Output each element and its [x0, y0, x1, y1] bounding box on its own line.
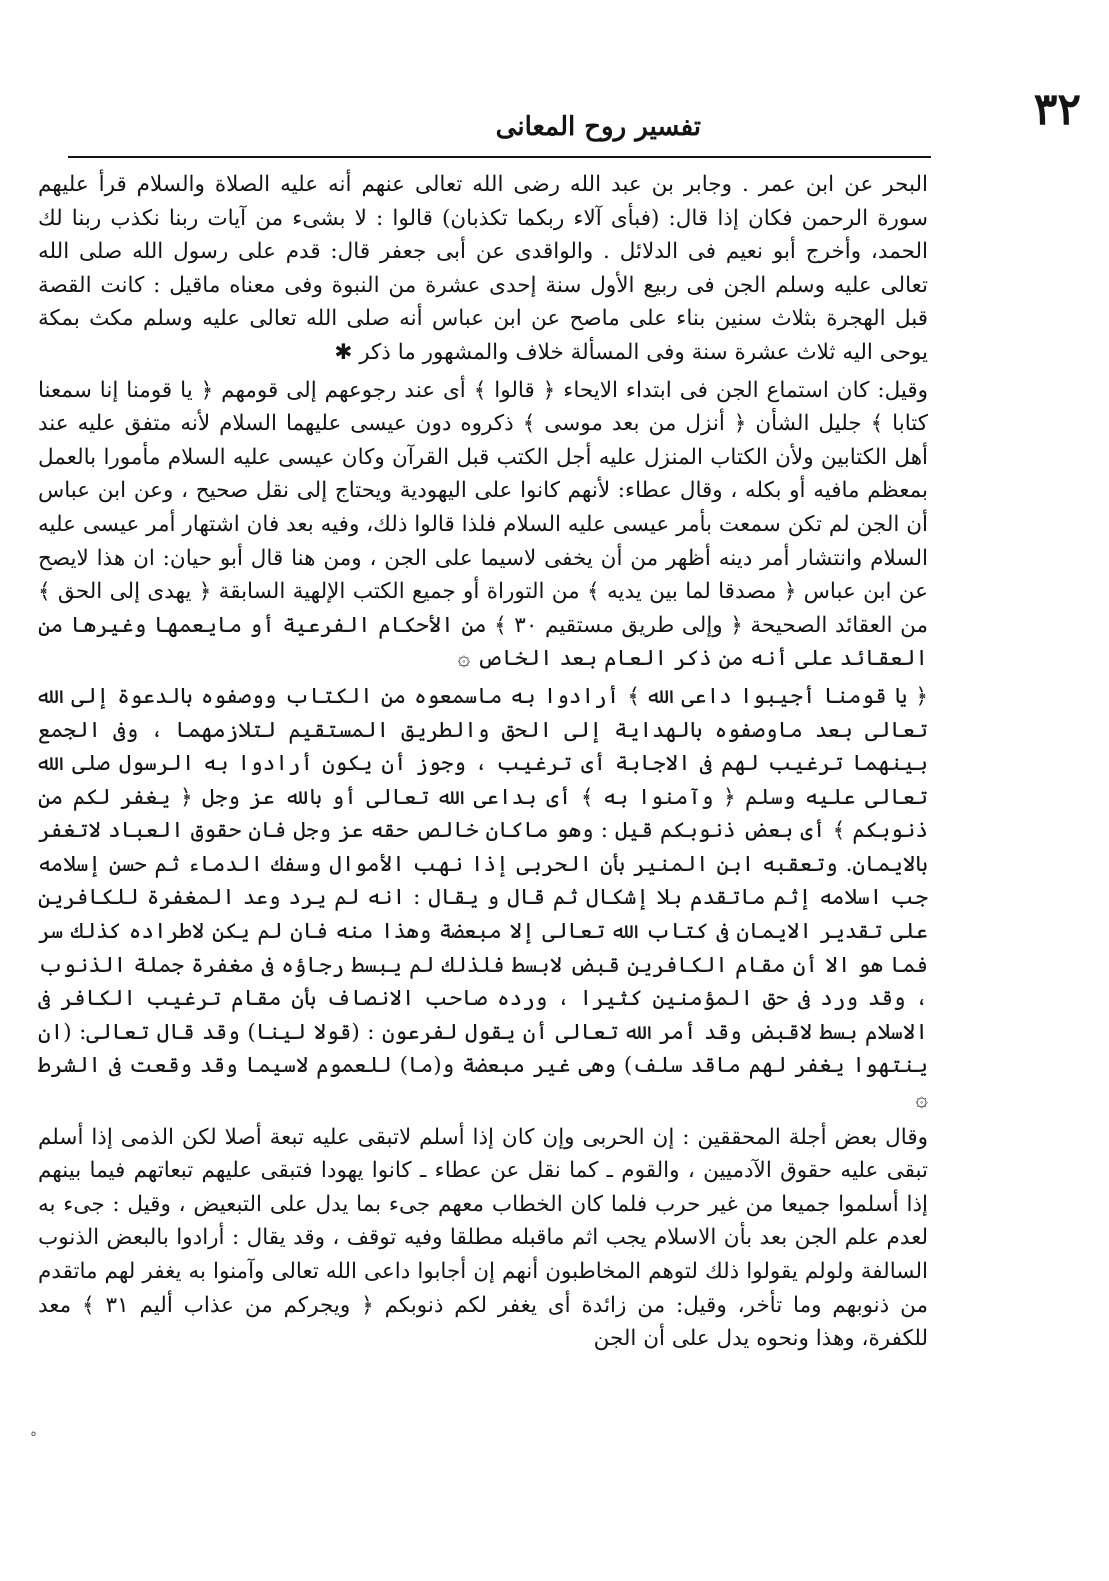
- header-rule: [68, 156, 931, 158]
- paragraph-1: البحر عن ابن عمر . وجابر بن عبد الله رضى الله تعالى عنهم أنه عليه الصلاة والسلام قرأ عليهم سورة الرحمن فكان إذا قال: (فبأى آلاء ربكما تكذبان) قالوا : لا بشىء من آيات ربنا نكذب ربنا لك الحمد، وأخرج أبو نعيم فى الدلائل . والواقدى عن أبى جعفر قال: قدم على رسول الله صلى الله تعالى عليه وسلم الجن فى ربيع الأول سنة إحدى عشرة من النبوة وفى معناه ماقيل : كانت القصة قبل الهجرة بثلاث سنين بناء على ماصح عن ابن عباس أنه صلى الله تعالى عليه وسلم مكث بمكة يوحى اليه ثلاث عشرة سنة وفى المسألة خلاف والمشهور ما ذكر ✱: [38, 172, 928, 365]
- commentary-text: [38, 168, 928, 1360]
- page-header: [28, 74, 1081, 154]
- paragraph-4: وقال بعض أجلة المحققين : إن الحربى وإن كان إذا أسلم لاتبقى عليه تبعة أصلا لكن الذمى إذا أسلم تبقى عليه حقوق الآدميين ، والقوم ـ كما نقل عن عطاء ـ كانوا يهودا فتبقى عليهم تبعاتهم فيما بينهم إذا أسلموا جميعا من غير حرب فلما كان الخطاب معهم جىء بما يدل على التبعيض ، وقيل : جىء به لعدم علم الجن بعد بأن الاسلام يجب اثم ماقبله مطلقا وفيه توقف ، وقد يقال : أرادوا بالبعض الذنوب السالفة ولولم يقولوا ذلك لتوهم المخاطبون أنهم إن أجابوا داعى الله تعالى وآمنوا به يغفر لهم ماتقدم من ذنوبهم وما تأخر، وقيل: من زائدة أى يغفر لكم ذنوبكم ﴿ ويجركم من عذاب أليم ٣١ ﴾ معد للكفرة، وهذا ونحوه يدل على أن الجن: [38, 1124, 928, 1352]
- paragraph-3: ﴿ يا قومنا أجيبوا داعى الله ﴾ أرادوا به ماسمعوه من الكتاب ووصفوه بالدعوة إلى الله تعالى بعد ماوصفوه بالهداية إلى الحق والطريق المستقيم لتلازمهما ، وفى الجمع بينهما ترغيب لهم فى الاجابة أى ترغيب ، وجوز أن يكون أرادوا به الرسول صلى الله تعالى عليه وسلم ﴿ وآمنوا به ﴾ أى بداعى الله تعالى أو بالله عز وجل ﴿ يغفر لكم من ذنوبكم ﴾ أى بعض ذنوبكم قيل : وهو ماكان خالص حقه عز وجل فان حقوق العباد لاتغفر بالايمان. وتعقبه ابن المنير بأن الحربى إذا نهب الأموال وسفك الدماء ثم حسن إسلامه جب اسلامه إثم ماتقدم بلا إشكال ثم قال و يقال : انه لم يرد وعد المغفرة للكافرين على تقدير الايمان فى كتاب الله تعالى إلا مبعضة وهذا منه فان لم يكن لاطراده كذلك سر فما هو الا أن مقام الكافرين قبض لابسط فلذلك لم يبسط رجاؤه فى مغفرة جملة الذنوب ، وقد ورد فى حق المؤمنين كثيرا ، ورده صاحب الانصاف بأن مقام ترغيب الكافر فى الاسلام بسط لاقبض وقد أمر الله تعالى أن يقول لفرعون : (قولا لينا) وقد قال تعالى: (ان ينتهوا يغفر لهم ماقد سلف) وهى غير مبعضة و(ما) للعموم لاسيما وقد وقعت فى الشرط ۞: [38, 683, 928, 1113]
- page-number: ٣٢: [1033, 84, 1081, 135]
- running-title: تفسير روح المعانى: [495, 112, 701, 142]
- paragraph-2: وقيل: كان استماع الجن فى ابتداء الايحاء ﴿ قالوا ﴾ أى عند رجوعهم إلى قومهم ﴿ يا قومنا إنا سمعنا كتابا ﴾ جليل الشأن ﴿ أنزل من بعد موسى ﴾ ذكروه دون عيسى عليهما السلام لأنه متفق عليه عند أهل الكتابين ولأن الكتاب المنزل عليه أجل الكتب قبل القرآن وكان عيسى عليه السلام مأمورا بالعمل بمعظم مافيه أو بكله ، وقال عطاء: لأنهم كانوا على اليهودية ويحتاج إلى نقل صحيح ، وعن ابن عباس أن الجن لم تكن سمعت بأمر عيسى عليه السلام فلذا قالوا ذلك، وفيه بعد فان اشتهار أمر عيسى عليه السلام وانتشار أمر دينه أظهر من أن يخفى لاسيما على الجن ، ومن هنا قال أبو حيان: ان هذا لايصح عن ابن عباس ﴿ مصدقا لما بين يديه ﴾ من التوراة أو جميع الكتب الإلهية السابقة ﴿ يهدى إلى الحق ﴾ من العقائد الصحيحة ﴿ وإلى طريق مستقيم ٣٠ ﴾ من الأحكام الفرعية أو مايعمها وغيرها من العقائد على أنه من ذكر العام بعد الخاص ۞: [38, 377, 928, 672]
- margin-mark: °: [30, 1430, 37, 1446]
